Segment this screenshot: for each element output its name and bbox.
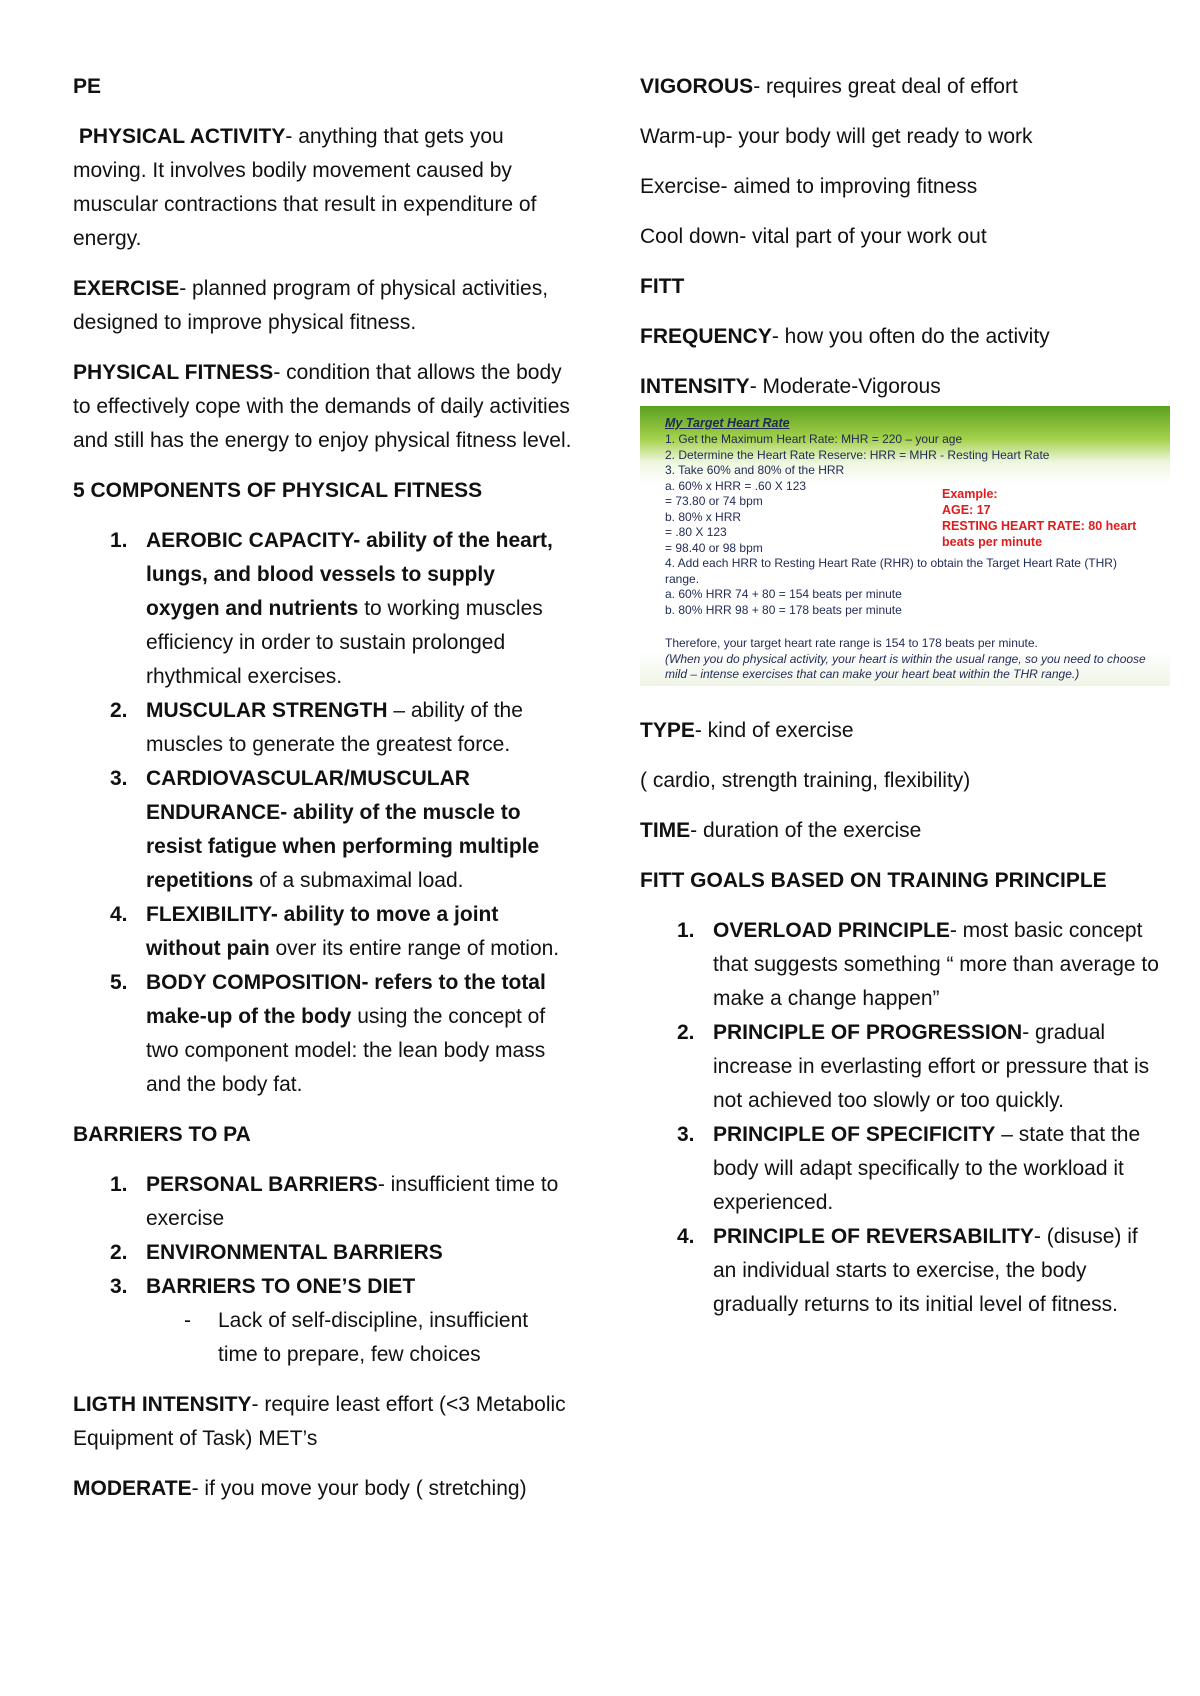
list-item: 2. ENVIRONMENTAL BARRIERS	[110, 1241, 443, 1264]
heart-rate-line: 4. Add each HRR to Resting Heart Rate (RHR) to obtain the Target Heart Rate (THR)	[665, 556, 1117, 570]
heart-rate-line: a. 60% x HRR = .60 X 123	[665, 478, 807, 493]
heart-rate-line: = 98.40 or 98 bpm	[665, 540, 763, 555]
example-age: AGE: 17	[942, 503, 991, 517]
def-frequency: FREQUENCY- how you often do the activity	[640, 325, 1050, 348]
left-column	[73, 70, 573, 1522]
heart-rate-example	[942, 486, 1152, 550]
heart-rate-conclusion: Therefore, your target heart rate range is 154 to 178 beats per minute.	[665, 636, 1038, 650]
heart-rate-line: 2. Determine the Heart Rate Reserve: HRR = MHR - Resting Heart Rate	[665, 447, 1050, 462]
heart-rate-line: = .80 X 123	[665, 525, 727, 539]
def-type: TYPE- kind of exercise	[640, 719, 854, 742]
list-item: 3. CARDIOVASCULAR/MUSCULAR ENDURANCE- ability of the muscle to resist fatigue when performing multiple repetitions of a submaximal load.	[110, 767, 540, 892]
list-item: 1. PERSONAL BARRIERS- insufficient time to exercise	[110, 1173, 559, 1230]
right-column	[640, 70, 1160, 1338]
example-resting-rate: RESTING HEART RATE: 80 heart beats per minute	[942, 519, 1137, 549]
exercise-line: Exercise- aimed to improving fitness	[640, 175, 978, 198]
heart-rate-note: (When you do physical activity, your heart is within the usual range, so you need to choose mild – intense exercises that can make your heart beat within the THR range.)	[665, 651, 1146, 681]
cooldown-line: Cool down- vital part of your work out	[640, 225, 987, 248]
warmup-line: Warm-up- your body will get ready to work	[640, 125, 1033, 148]
heart-rate-line: 1. Get the Maximum Heart Rate: MHR = 220 – your age	[665, 432, 963, 446]
barriers-heading: BARRIERS TO PA	[73, 1123, 251, 1146]
target-heart-rate-figure	[640, 406, 1170, 686]
def-vigorous: VIGOROUS- requires great deal of effort	[640, 75, 1018, 98]
list-item: 3. BARRIERS TO ONE’S DIET - Lack of self-discipline, insufficient time to prepare, few choices	[73, 1270, 573, 1372]
def-physical-fitness: PHYSICAL FITNESS- condition that allows the body to effectively cope with the demands of daily activities and still has the energy to enjoy physical fitness level.	[73, 361, 572, 452]
list-item: 1. AEROBIC CAPACITY- ability of the heart, lungs, and blood vessels to supply oxygen and nutrients to working muscles efficiency in order to sustain prolonged rhythmical exercises.	[110, 529, 553, 688]
heart-rate-line: range.	[665, 571, 700, 586]
type-examples: ( cardio, strength training, flexibility)	[640, 769, 971, 792]
barrier-sublist	[146, 1304, 573, 1372]
heart-rate-line: b. 80% HRR 98 + 80 = 178 beats per minute	[665, 602, 902, 617]
list-item: 5. BODY COMPOSITION- refers to the total make-up of the body using the concept of two component model: the lean body mass and the body fat.	[110, 971, 546, 1096]
def-exercise: EXERCISE- planned program of physical activities, designed to improve physical fitness.	[73, 277, 549, 334]
barriers-list	[73, 1168, 573, 1372]
goals-heading: FITT GOALS BASED ON TRAINING PRINCIPLE	[640, 869, 1107, 892]
def-physical-activity: PHYSICAL ACTIVITY- anything that gets you moving. It involves bodily movement caused by muscular contractions that result in expenditure of energy.	[73, 125, 537, 250]
page-title: PE	[73, 75, 102, 98]
def-light-intensity: LIGTH INTENSITY- require least effort (<3 Metabolic Equipment of Task) MET’s	[73, 1393, 566, 1450]
heart-rate-line: = 73.80 or 74 bpm	[665, 494, 763, 508]
list-item: 1. OVERLOAD PRINCIPLE- most basic concept that suggests something “ more than average to make a change happen”	[677, 919, 1159, 1010]
list-item: 3. PRINCIPLE OF SPECIFICITY – state that the body will adapt specifically to the workload it experienced.	[677, 1123, 1141, 1214]
heart-rate-title: My Target Heart Rate	[665, 416, 790, 430]
list-item: - Lack of self-discipline, insufficient time to prepare, few choices	[184, 1309, 529, 1366]
list-item: 4. FLEXIBILITY- ability to move a joint without pain over its entire range of motion.	[110, 903, 560, 960]
heart-rate-line: b. 80% x HRR	[665, 509, 742, 524]
list-item: 2. PRINCIPLE OF PROGRESSION- gradual increase in everlasting effort or pressure that is not achieved too slowly or too quickly.	[677, 1021, 1150, 1112]
heart-rate-footer	[665, 636, 1165, 683]
list-item: 2. MUSCULAR STRENGTH – ability of the muscles to generate the greatest force.	[110, 699, 523, 756]
heart-rate-line: a. 60% HRR 74 + 80 = 154 beats per minute	[665, 587, 902, 601]
def-time: TIME- duration of the exercise	[640, 819, 922, 842]
def-moderate: MODERATE- if you move your body ( stretching)	[73, 1477, 527, 1500]
components-list	[73, 524, 573, 1102]
example-label: Example:	[942, 487, 998, 501]
def-intensity: INTENSITY- Moderate-Vigorous	[640, 375, 941, 398]
fitt-heading: FITT	[640, 275, 685, 298]
components-heading: 5 COMPONENTS OF PHYSICAL FITNESS	[73, 479, 483, 502]
list-item: 4. PRINCIPLE OF REVERSABILITY- (disuse) if an individual starts to exercise, the body gradually returns to its initial level of fitness.	[677, 1225, 1138, 1316]
heart-rate-line: 3. Take 60% and 80% of the HRR	[665, 463, 845, 477]
principles-list	[640, 914, 1160, 1322]
